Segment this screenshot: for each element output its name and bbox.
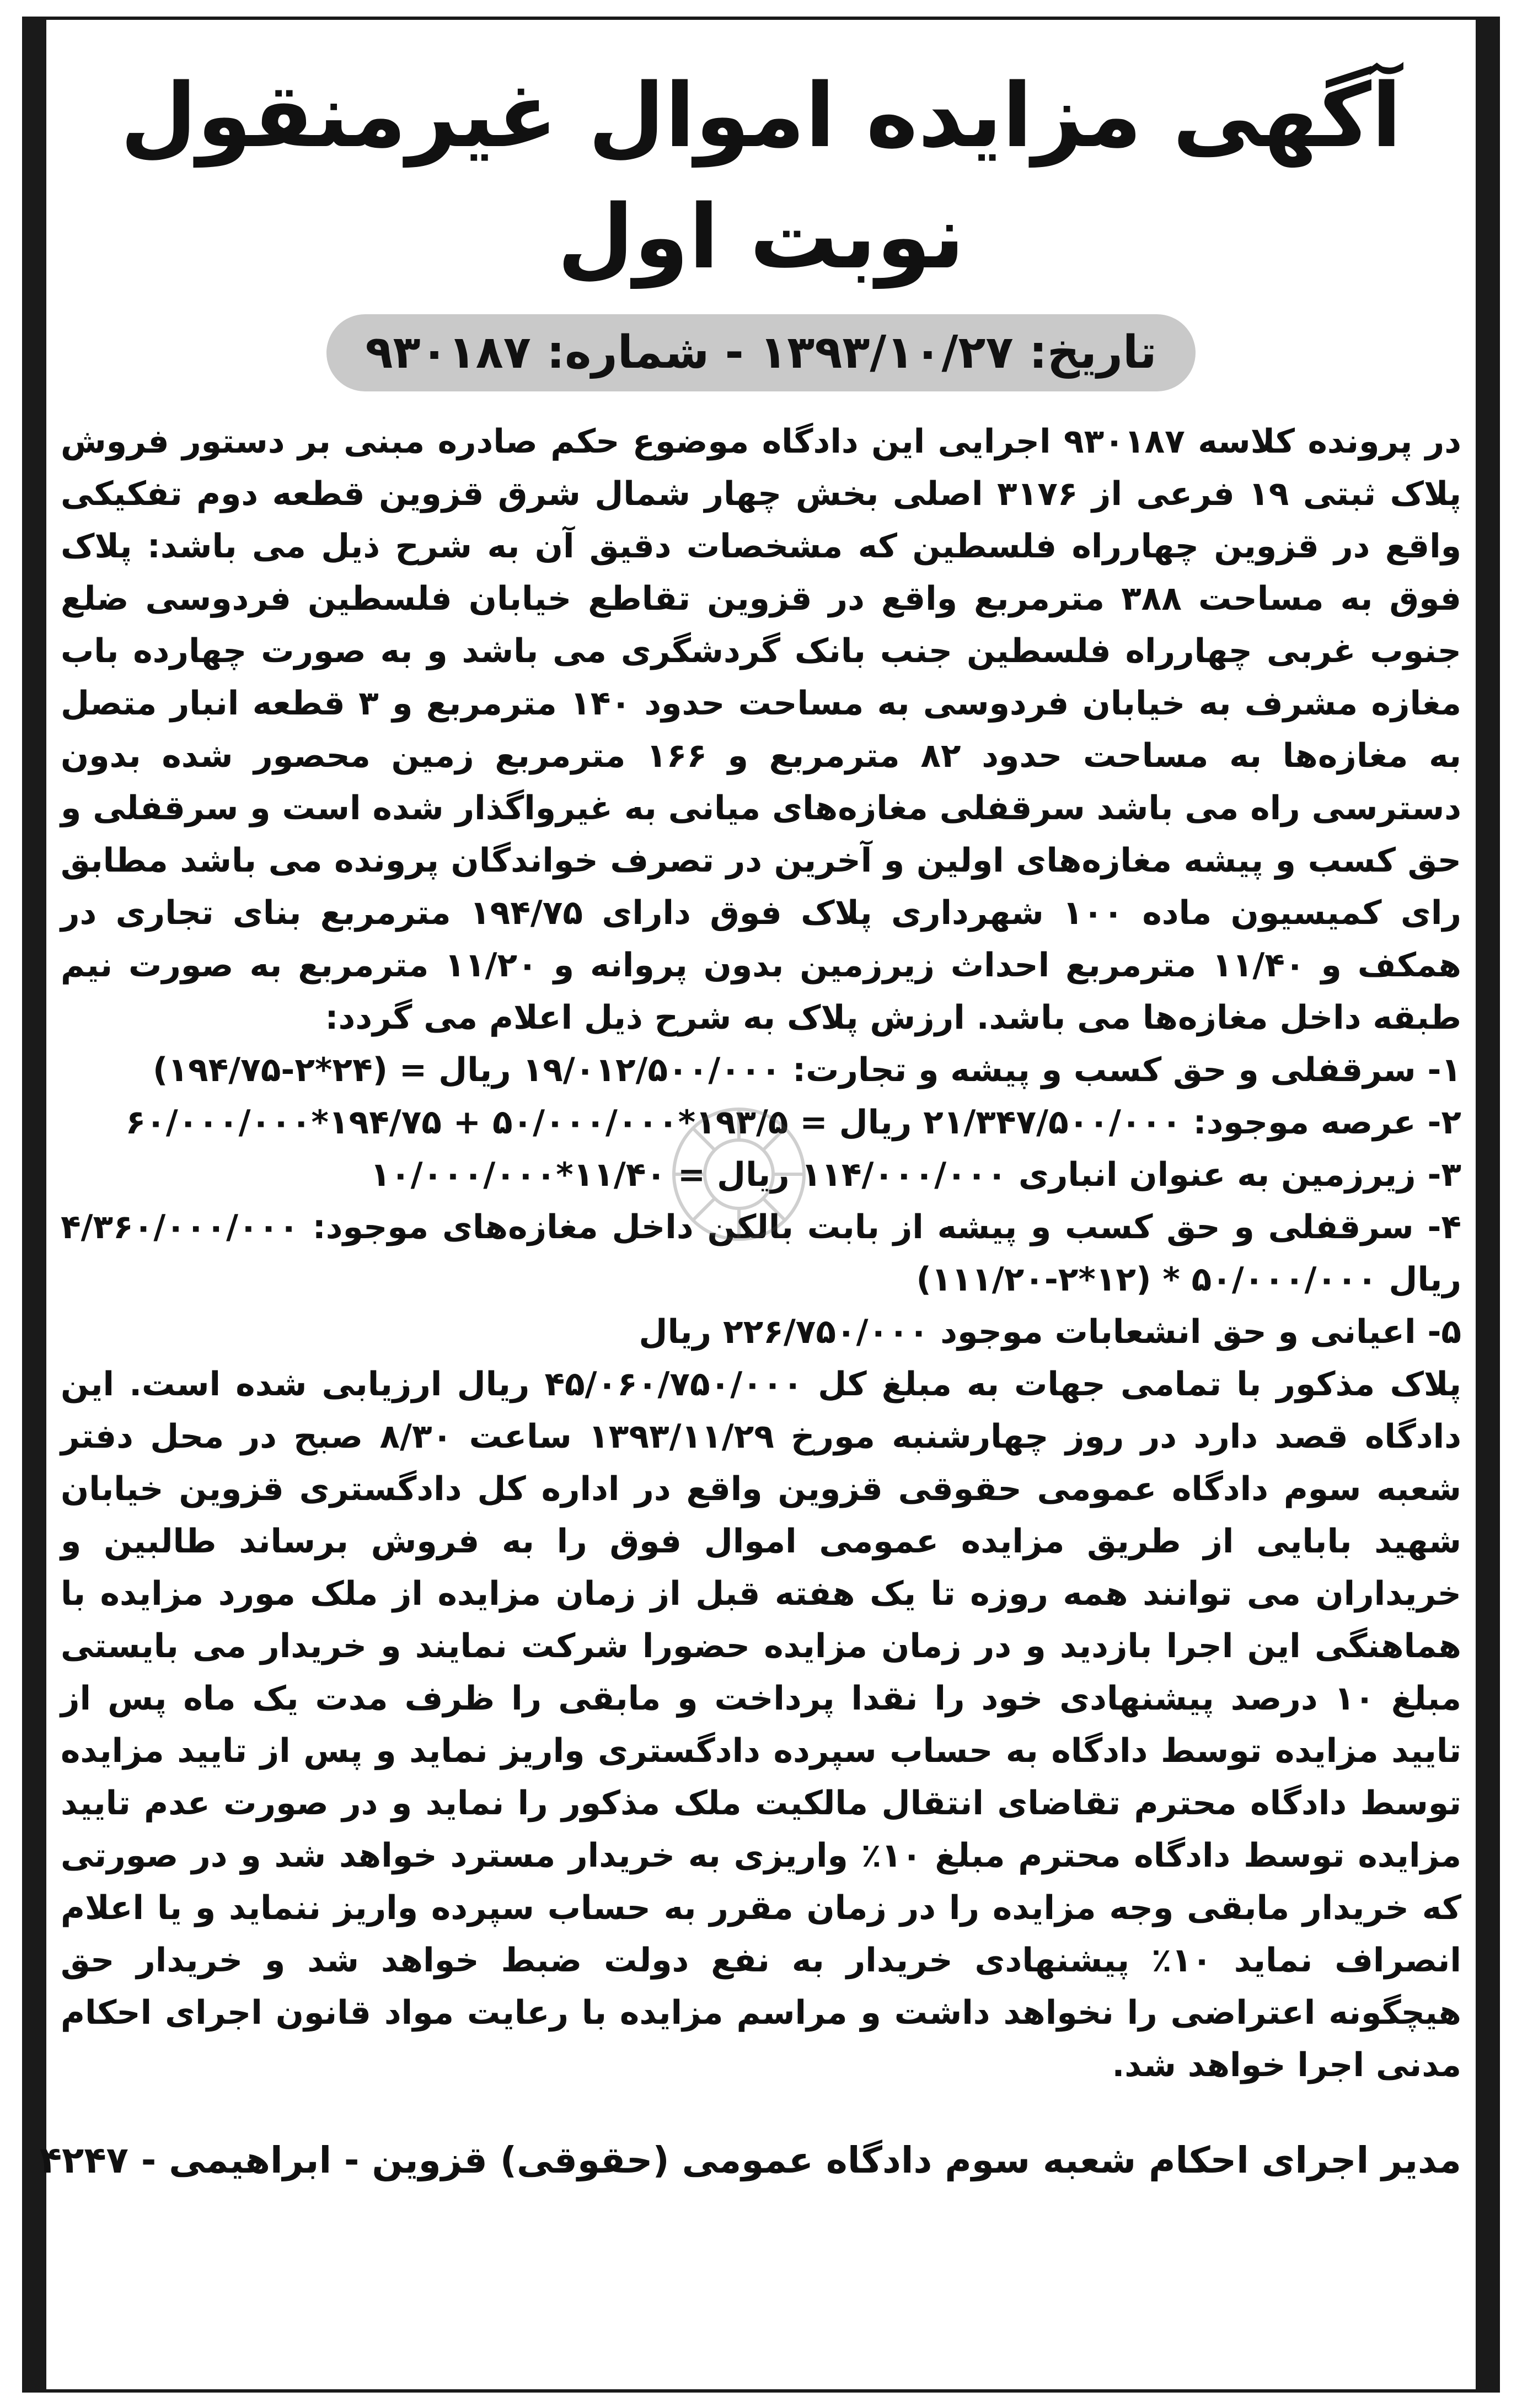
watermark-logo-graphic bbox=[656, 1092, 822, 1257]
frame-left-bar bbox=[22, 17, 46, 2393]
frame-right-bar bbox=[1476, 17, 1500, 2393]
valuation-item-5: ۵- اعیانی و حق انشعابات موجود ۲۲۶/۷۵۰/۰۰۰ ریال bbox=[639, 1313, 1461, 1351]
signature-line: مدیر اجرای احکام شعبه سوم دادگاه عمومی (حقوقی) قزوین - ابراهیمی - ۴۲۴۷ bbox=[39, 2139, 1461, 2181]
valuation-item-2: ۲- عرصه موجود: ۲۱/۳۴۷/۵۰۰/۰۰۰ ریال = ۱۹۳/۵*۵۰/۰۰۰/۰۰۰ + ۱۹۴/۷۵*۶۰/۰۰۰/۰۰۰ bbox=[125, 1103, 1461, 1142]
parsnamad-data-logo-icon bbox=[656, 1092, 822, 1257]
notice-title: آگهی مزایده اموال غیرمنقول نوبت اول bbox=[120, 64, 1402, 288]
date-row bbox=[61, 314, 1461, 391]
valuation-item-1: ۱- سرقفلی و حق کسب و پیشه و تجارت: ۱۹/۰۱۲/۵۰۰/۰۰۰ ریال = (۲۴*۲-۱۹۴/۷۵) bbox=[152, 1051, 1461, 1089]
date-number-badge: تاریخ: ۱۳۹۳/۱۰/۲۷ - شماره: ۹۳۰۱۸۷ bbox=[326, 314, 1195, 391]
valuation-item-4: ۴- سرقفلی و حق کسب و پیشه از بابت بالکن داخل مغازه‌های موجود: ۴/۳۶۰/۰۰۰/۰۰۰ ریال ۵۰/۰۰۰/۰۰۰ * (۱۲*۲-۱۱۱/۲۰) bbox=[61, 1208, 1461, 1299]
auction-terms-paragraph: پلاک مذکور با تمامی جهات به مبلغ کل ۴۵/۰۶۰/۷۵۰/۰۰۰ ریال ارزیابی شده است. این دادگاه قصد دارد در روز چهارشنبه مورخ ۱۳۹۳/۱۱/۲۹ ساعت ۸/۳۰ صبح در محل دفتر شعبه سوم دادگاه عمومی حقوقی قزوین واقع در اداره کل دادگستری قزوین خیابان شهید بابایی از طریق مزایده عمومی اموال فوق را به فروش برساند طالبین و خریداران می توانند همه روزه تا یک هفته قبل از زمان مزایده از ملک مورد مزایده با هماهنگی این اجرا بازدید و در زمان مزایده حضورا شرکت نمایند و خریدار می بایستی مبلغ ۱۰ درصد پیشنهادی خود را نقدا پرداخت و مابقی را ظرف مدت یک ماه پس از تایید مزایده توسط دادگاه به حساب سپرده دادگستری واریز نماید و پس از تایید مزایده توسط دادگاه محترم تقاضای انتقال مالکیت ملک مذکور را نماید و در صورت عدم تایید مزایده توسط دادگاه محترم مبلغ ۱۰٪ واریزی به خریدار مسترد خواهد شد و در صورتی که خریدار مابقی وجه مزایده را در زمان مقرر به حساب سپرده واریز ننماید و یا اعلام انصراف نماید ۱۰٪ پیشنهادی خریدار به نفع دولت ضبط خواهد شد و خریدار حق هیچگونه اعتراضی را نخواهد داشت و مراسم مزایده با رعایت مواد قانون اجرای احکام مدنی اجرا خواهد شد. bbox=[61, 1365, 1461, 2084]
intro-paragraph: در پرونده کلاسه ۹۳۰۱۸۷ اجرایی این دادگاه موضوع حکم صادره مبنی بر دستور فروش پلاک ثبتی ۱۹ فرعی از ۳۱۷۶ اصلی بخش چهار شمال شرق قزوین قطعه دوم تفکیکی واقع در قزوین چهارراه فلسطین که مشخصات دقیق آن به شرح ذیل می باشد: پلاک فوق به مساحت ۳۸۸ مترمربع واقع در قزوین تقاطع خیابان فلسطین فردوسی ضلع جنوب غربی چهارراه فلسطین جنب بانک گردشگری می باشد و به صورت چهارده باب مغازه مشرف به خیابان فردوسی به مساحت حدود ۱۴۰ مترمربع و ۳ قطعه انبار متصل به مغازه‌ها به مساحت حدود ۸۲ مترمربع و ۱۶۶ مترمربع زمین محصور شده بدون دسترسی راه می باشد سرقفلی مغازه‌های میانی به غیرواگذار شده است و سرقفلی و حق کسب و پیشه مغازه‌های اولین و آخرین در تصرف خواندگان پرونده می باشد مطابق رای کمیسیون ماده ۱۰۰ شهرداری پلاک فوق دارای ۱۹۴/۷۵ مترمربع بنای تجاری در همکف و ۱۱/۴۰ مترمربع احداث زیرزمین بدون پروانه و ۱۱/۲۰ مترمربع به صورت نیم طبقه داخل مغازه‌ها می باشد. ارزش پلاک به شرح ذیل اعلام می گردد: bbox=[61, 422, 1462, 1037]
frame-bottom-rule bbox=[22, 2389, 1500, 2393]
valuation-item-3: ۳- زیرزمین به عنوان انباری ۱۱۴/۰۰۰/۰۰۰ ریال = ۱۱/۴۰*۱۰/۰۰۰/۰۰۰ bbox=[370, 1155, 1461, 1194]
frame-top-rule bbox=[22, 17, 1500, 20]
